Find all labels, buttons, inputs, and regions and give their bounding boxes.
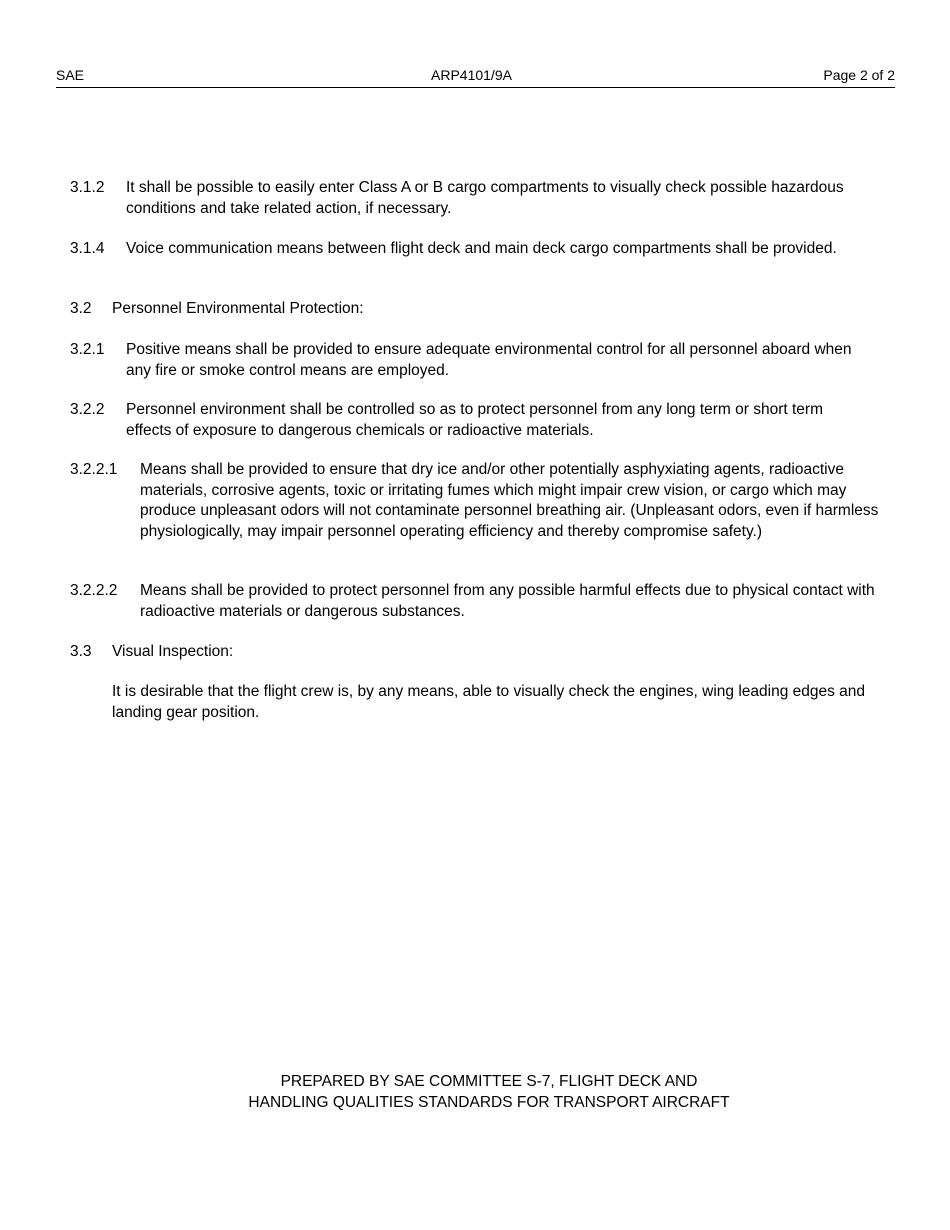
section-text: Personnel environment shall be controlled so as to protect personnel from any long term or short term effects of exposure to dangerous chemicals or radioactive materials. [126,401,823,439]
section-number: 3.2 [70,300,92,317]
page-header [56,66,895,88]
section-3-1-4 [70,239,870,260]
section-text: Positive means shall be provided to ensure adequate environmental control for all personnel aboard when any fire or smoke control means are employed. [126,341,852,379]
section-3-2-1 [70,340,870,381]
section-text: Means shall be provided to ensure that dry ice and/or other potentially asphyxiating agents, radioactive materials, corrosive agents, toxic or irritating fumes which might impair crew vision, or cargo which may produce unpleasant odors will not contaminate personnel breathing air. (Unpleasant odors, even if harmless physiologically, may impair personnel operating efficiency and thereby compromise safety.) [140,461,879,540]
section-3-2-2 [70,400,870,441]
section-number: 3.2.2.1 [70,461,118,478]
committee-footer [0,1072,950,1113]
section-3-1-2 [70,178,870,219]
section-number: 3.2.2 [70,401,105,418]
section-number: 3.2.1 [70,341,105,358]
header-page-number: Page 2 of 2 [823,67,895,83]
section-number: 3.3 [70,643,92,660]
section-number: 3.1.4 [70,240,105,257]
section-3-2-2-2 [70,581,875,622]
section-number: 3.1.2 [70,179,105,196]
section-text: It is desirable that the flight crew is, by any means, able to visually check the engines, wing leading edges and landing gear position. [112,683,866,721]
section-3-3-heading [70,642,870,663]
section-3-2-heading [70,299,870,320]
section-heading: Personnel Environmental Protection: [112,300,364,317]
section-text: It shall be possible to easily enter Class A or B cargo compartments to visually check possible hazardous conditions and take related action, if necessary. [126,179,844,217]
section-3-3-text [112,682,872,723]
section-text: Voice communication means between flight deck and main deck cargo compartments shall be provided. [126,240,837,257]
section-3-2-2-1 [70,460,879,542]
section-number: 3.2.2.2 [70,582,118,599]
section-heading: Visual Inspection: [112,643,234,660]
header-document-number: ARP4101/9A [431,67,512,83]
footer-line-2: HANDLING QUALITIES STANDARDS FOR TRANSPORT AIRCRAFT [248,1093,730,1111]
header-org: SAE [56,67,85,83]
footer-line-1: PREPARED BY SAE COMMITTEE S-7, FLIGHT DECK AND [280,1073,698,1090]
section-text: Means shall be provided to protect personnel from any possible harmful effects due to physical contact with radioactive materials or dangerous substances. [140,582,875,620]
